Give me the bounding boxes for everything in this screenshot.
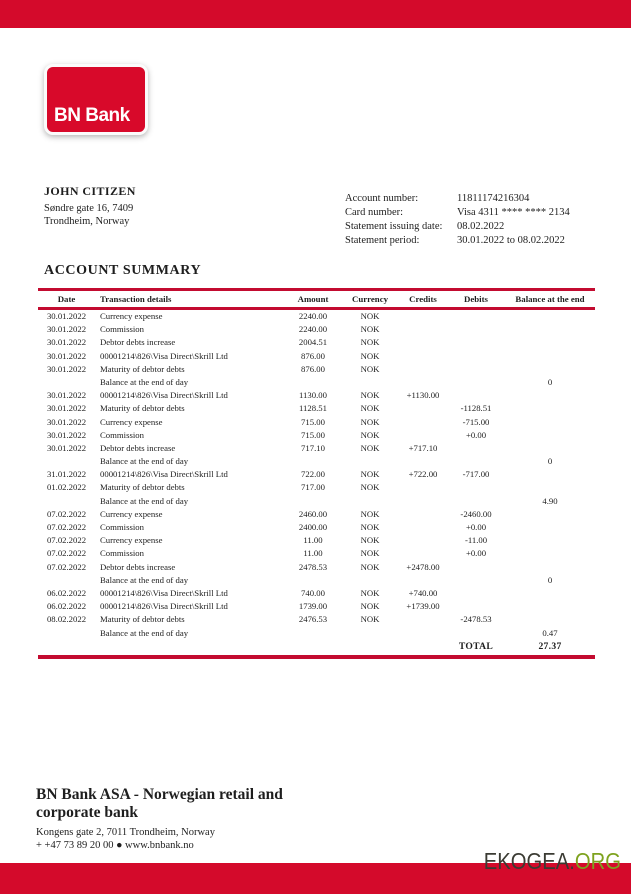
- cell-details: Currency expense: [100, 416, 163, 427]
- account-info-block: [345, 192, 570, 248]
- cell-debits: [447, 363, 505, 376]
- cell-debits: [447, 495, 505, 508]
- cell-debits: [447, 336, 505, 349]
- cell-date: 30.01.2022: [46, 442, 87, 453]
- cell-details: Currency expense: [100, 508, 163, 519]
- table-body: [38, 310, 595, 640]
- cell-currency: NOK: [360, 311, 380, 321]
- cell-details: 00001214\826\Visa Direct\Skrill Ltd: [100, 587, 228, 598]
- cell-credits: +1130.00: [406, 390, 440, 401]
- statement-period-row: [345, 234, 570, 248]
- table-row: [38, 442, 595, 455]
- cell-details: Balance at the end of day: [100, 574, 189, 585]
- cell-amount: 722.00: [301, 469, 325, 480]
- column-header-credits: Credits: [409, 294, 437, 304]
- cell-amount: 1130.00: [299, 390, 327, 401]
- cell-credits: [399, 534, 447, 547]
- cell-date: 07.02.2022: [46, 548, 87, 559]
- cell-amount: [285, 627, 341, 640]
- cell-balance: [505, 363, 595, 376]
- cell-currency: NOK: [360, 614, 380, 625]
- cell-debits: [447, 600, 505, 613]
- cell-date: 07.02.2022: [46, 561, 87, 572]
- cell-balance: [505, 416, 595, 429]
- cell-amount: 11.00: [303, 535, 323, 546]
- table-row: [38, 521, 595, 534]
- cell-balance: [505, 600, 595, 613]
- customer-block: [44, 185, 136, 228]
- total-empty-cell: [341, 640, 399, 654]
- cell-date: 01.02.2022: [46, 482, 87, 493]
- cell-balance: [505, 468, 595, 481]
- cell-balance: 0: [547, 376, 553, 387]
- cell-credits: [399, 508, 447, 521]
- cell-balance: [505, 350, 595, 363]
- table-row: [38, 481, 595, 494]
- watermark-suffix: ORG: [574, 848, 621, 874]
- cell-currency: NOK: [360, 522, 380, 532]
- cell-balance: [505, 442, 595, 455]
- footer-block: [36, 786, 283, 852]
- cell-balance: [505, 389, 595, 402]
- cell-details: Balance at the end of day: [100, 376, 189, 387]
- table-total-row: [38, 640, 595, 654]
- card-number-value: Visa 4311 **** **** 2134: [457, 207, 570, 218]
- cell-date: 07.02.2022: [46, 522, 87, 532]
- cell-currency: NOK: [360, 416, 380, 427]
- cell-credits: [399, 416, 447, 429]
- cell-amount: 876.00: [301, 363, 325, 374]
- cell-balance: 0: [547, 456, 553, 467]
- cell-debits: [447, 455, 505, 468]
- cell-balance: [505, 561, 595, 574]
- statement-issuing-date-value: 08.02.2022: [457, 221, 505, 232]
- total-empty-cell: [285, 640, 341, 654]
- cell-date: [38, 574, 95, 587]
- cell-amount: [285, 376, 341, 389]
- statement-issuing-date-label: Statement issuing date:: [345, 221, 443, 232]
- table-row: [38, 508, 595, 521]
- cell-credits: [399, 402, 447, 415]
- cell-amount: 2478.53: [298, 561, 328, 572]
- statement-issuing-date-row: [345, 220, 570, 234]
- cell-credits: [399, 627, 447, 640]
- table-row: [38, 561, 595, 574]
- card-number-row: [345, 206, 570, 220]
- cell-credits: [399, 455, 447, 468]
- cell-amount: 2460.00: [298, 508, 328, 519]
- watermark-prefix: EKOGEA.: [483, 848, 575, 874]
- cell-credits: [399, 574, 447, 587]
- footer-address: Kongens gate 2, 7011 Trondheim, Norway: [36, 827, 215, 838]
- cell-date: [38, 455, 95, 468]
- cell-credits: +1739.00: [406, 601, 440, 612]
- account-summary-table: [38, 288, 595, 659]
- cell-debits: +0.00: [465, 429, 487, 440]
- cell-debits: [447, 350, 505, 363]
- cell-details: 00001214\826\Visa Direct\Skrill Ltd: [100, 601, 228, 612]
- cell-details: Debtor debts increase: [100, 442, 176, 453]
- cell-credits: [399, 495, 447, 508]
- cell-date: 30.01.2022: [46, 350, 87, 361]
- column-header-currency: Currency: [352, 294, 388, 304]
- statement-period-value: 30.01.2022 to 08.02.2022: [457, 235, 565, 246]
- card-number-label: Card number:: [345, 207, 404, 218]
- cell-currency: [341, 455, 399, 468]
- table-row: [38, 547, 595, 560]
- cell-details: Debtor debts increase: [100, 337, 176, 348]
- bn-bank-logo: [44, 64, 148, 135]
- cell-balance: 4.90: [542, 495, 558, 506]
- cell-currency: [341, 376, 399, 389]
- cell-currency: NOK: [360, 324, 380, 335]
- cell-date: 30.01.2022: [46, 429, 87, 440]
- cell-debits: -717.00: [462, 469, 490, 480]
- cell-debits: +0.00: [465, 548, 487, 559]
- cell-credits: +722.00: [408, 469, 438, 480]
- cell-currency: NOK: [360, 561, 380, 572]
- footer-phone-website: + +47 73 89 20 00 ● www.bnbank.no: [36, 840, 194, 851]
- customer-address-line1: Søndre gate 16, 7409: [44, 203, 134, 214]
- table-row: [38, 429, 595, 442]
- cell-balance: [505, 521, 595, 534]
- table-row: [38, 627, 595, 640]
- cell-details: Balance at the end of day: [100, 627, 189, 638]
- cell-amount: 740.00: [301, 587, 325, 598]
- cell-details: 00001214\826\Visa Direct\Skrill Ltd: [100, 350, 228, 361]
- table-row: [38, 455, 595, 468]
- table-row: [38, 310, 595, 323]
- cell-date: 30.01.2022: [46, 416, 87, 427]
- cell-amount: [285, 495, 341, 508]
- table-row: [38, 416, 595, 429]
- table-row: [38, 363, 595, 376]
- cell-date: 07.02.2022: [46, 508, 87, 519]
- total-label: TOTAL: [458, 640, 494, 652]
- cell-amount: 11.00: [303, 548, 323, 559]
- cell-debits: [447, 376, 505, 389]
- ekogea-watermark: [484, 848, 621, 875]
- cell-date: 30.01.2022: [46, 337, 87, 348]
- cell-credits: [399, 310, 447, 323]
- cell-currency: [341, 574, 399, 587]
- cell-debits: [447, 561, 505, 574]
- cell-details: 00001214\826\Visa Direct\Skrill Ltd: [100, 469, 228, 480]
- cell-debits: [447, 310, 505, 323]
- cell-currency: NOK: [360, 390, 380, 401]
- cell-amount: 2240.00: [298, 324, 328, 335]
- cell-balance: 0.47: [542, 627, 558, 638]
- cell-balance: [505, 310, 595, 323]
- total-value: 27.37: [538, 640, 562, 652]
- cell-amount: 717.10: [301, 442, 325, 453]
- cell-amount: 1128.51: [299, 403, 327, 414]
- cell-balance: [505, 402, 595, 415]
- cell-balance: [505, 481, 595, 494]
- account-number-label: Account number:: [345, 193, 419, 204]
- cell-currency: NOK: [360, 429, 380, 440]
- cell-date: 30.01.2022: [46, 403, 87, 414]
- table-row: [38, 336, 595, 349]
- statement-period-label: Statement period:: [345, 235, 420, 246]
- cell-balance: [505, 336, 595, 349]
- cell-credits: [399, 336, 447, 349]
- total-empty-cell: [399, 640, 447, 654]
- cell-date: 30.01.2022: [46, 390, 87, 401]
- cell-date: [38, 627, 95, 640]
- table-row: [38, 389, 595, 402]
- cell-currency: NOK: [360, 469, 380, 480]
- cell-balance: [505, 547, 595, 560]
- cell-currency: NOK: [360, 363, 380, 374]
- cell-amount: 2476.53: [298, 614, 328, 625]
- footer-bank-name-line2: corporate bank: [36, 804, 139, 821]
- cell-credits: [399, 429, 447, 442]
- cell-debits: [447, 587, 505, 600]
- cell-amount: [285, 455, 341, 468]
- cell-date: 31.01.2022: [46, 469, 87, 480]
- cell-details: Commission: [100, 324, 144, 335]
- logo-text: BN Bank: [54, 105, 130, 126]
- cell-amount: 715.00: [301, 416, 325, 427]
- cell-amount: 2004.51: [298, 337, 328, 348]
- cell-amount: 876.00: [301, 350, 325, 361]
- cell-details: Debtor debts increase: [100, 561, 176, 572]
- table-row: [38, 350, 595, 363]
- cell-debits: -1128.51: [460, 403, 492, 414]
- cell-debits: -11.00: [464, 535, 488, 546]
- cell-currency: NOK: [360, 482, 380, 493]
- cell-details: Balance at the end of day: [100, 495, 189, 506]
- cell-balance: [505, 429, 595, 442]
- cell-balance: 0: [547, 574, 553, 585]
- cell-credits: [399, 521, 447, 534]
- cell-amount: 1739.00: [298, 601, 328, 612]
- cell-balance: [505, 587, 595, 600]
- cell-credits: [399, 547, 447, 560]
- table-row: [38, 613, 595, 626]
- cell-credits: [399, 323, 447, 336]
- cell-details: Commission: [100, 429, 144, 440]
- column-header-transaction-details: Transaction details: [100, 294, 172, 304]
- cell-debits: [447, 627, 505, 640]
- cell-details: Commission: [100, 548, 144, 559]
- cell-details: Maturity of debtor debts: [100, 482, 185, 493]
- cell-amount: 2400.00: [298, 522, 328, 532]
- cell-debits: -715.00: [462, 416, 490, 427]
- cell-date: 06.02.2022: [46, 587, 87, 598]
- cell-amount: 2240.00: [298, 311, 328, 321]
- cell-date: 06.02.2022: [46, 601, 87, 612]
- customer-name: JOHN CITIZEN: [44, 184, 136, 198]
- cell-details: Currency expense: [100, 535, 163, 546]
- cell-details: Currency expense: [100, 311, 163, 321]
- cell-date: [38, 495, 95, 508]
- table-row: [38, 402, 595, 415]
- cell-details: 00001214\826\Visa Direct\Skrill Ltd: [100, 390, 228, 401]
- table-row: [38, 534, 595, 547]
- top-red-bar: [0, 0, 631, 28]
- cell-details: Balance at the end of day: [100, 456, 189, 467]
- cell-debits: [447, 574, 505, 587]
- total-empty-cell: [95, 640, 285, 654]
- table-row: [38, 495, 595, 508]
- cell-debits: [447, 442, 505, 455]
- cell-details: Commission: [100, 522, 144, 532]
- account-number-row: [345, 192, 570, 206]
- cell-credits: [399, 363, 447, 376]
- cell-currency: NOK: [360, 403, 380, 414]
- cell-credits: [399, 350, 447, 363]
- cell-date: 07.02.2022: [46, 535, 87, 546]
- cell-details: Maturity of debtor debts: [100, 614, 185, 625]
- cell-credits: [399, 481, 447, 494]
- column-header-amount: Amount: [297, 294, 329, 304]
- cell-credits: [399, 376, 447, 389]
- cell-date: 30.01.2022: [46, 363, 87, 374]
- cell-debits: [447, 323, 505, 336]
- column-header-date: Date: [57, 294, 76, 304]
- table-row: [38, 376, 595, 389]
- cell-debits: [447, 389, 505, 402]
- cell-currency: [341, 495, 399, 508]
- column-header-balance: Balance at the end: [515, 294, 585, 304]
- cell-date: 30.01.2022: [46, 324, 87, 335]
- cell-currency: NOK: [360, 587, 380, 598]
- cell-currency: NOK: [360, 337, 380, 348]
- table-bottom-rule: [38, 655, 595, 659]
- cell-date: 30.01.2022: [46, 311, 87, 321]
- customer-address-line2: Trondheim, Norway: [44, 216, 130, 227]
- cell-currency: NOK: [360, 601, 380, 612]
- total-empty-cell: [38, 640, 95, 654]
- cell-details: Maturity of debtor debts: [100, 403, 185, 414]
- account-number-value: 11811174216304: [457, 193, 530, 204]
- table-header-row: [38, 291, 595, 307]
- cell-debits: [447, 481, 505, 494]
- cell-currency: NOK: [360, 508, 380, 519]
- cell-balance: [505, 323, 595, 336]
- cell-currency: NOK: [360, 350, 380, 361]
- cell-amount: 715.00: [301, 429, 325, 440]
- cell-debits: +0.00: [465, 522, 487, 532]
- cell-credits: +740.00: [408, 587, 438, 598]
- cell-amount: [285, 574, 341, 587]
- cell-credits: +2478.00: [406, 561, 440, 572]
- cell-balance: [505, 613, 595, 626]
- column-header-debits: Debits: [464, 294, 488, 304]
- cell-debits: -2478.53: [460, 614, 492, 625]
- cell-currency: NOK: [360, 442, 380, 453]
- cell-currency: NOK: [360, 548, 380, 559]
- table-row: [38, 468, 595, 481]
- cell-currency: [341, 627, 399, 640]
- table-row: [38, 587, 595, 600]
- cell-details: Maturity of debtor debts: [100, 363, 185, 374]
- account-summary-title: ACCOUNT SUMMARY: [44, 263, 202, 278]
- cell-balance: [505, 534, 595, 547]
- footer-bank-name-line1: BN Bank ASA - Norwegian retail and: [36, 786, 283, 803]
- cell-credits: [399, 613, 447, 626]
- table-row: [38, 323, 595, 336]
- cell-debits: -2460.00: [460, 508, 492, 519]
- cell-credits: +717.10: [408, 442, 438, 453]
- table-row: [38, 600, 595, 613]
- cell-currency: NOK: [360, 535, 380, 546]
- cell-date: [38, 376, 95, 389]
- table-row: [38, 574, 595, 587]
- cell-date: 08.02.2022: [46, 614, 87, 625]
- cell-amount: 717.00: [301, 482, 325, 493]
- cell-balance: [505, 508, 595, 521]
